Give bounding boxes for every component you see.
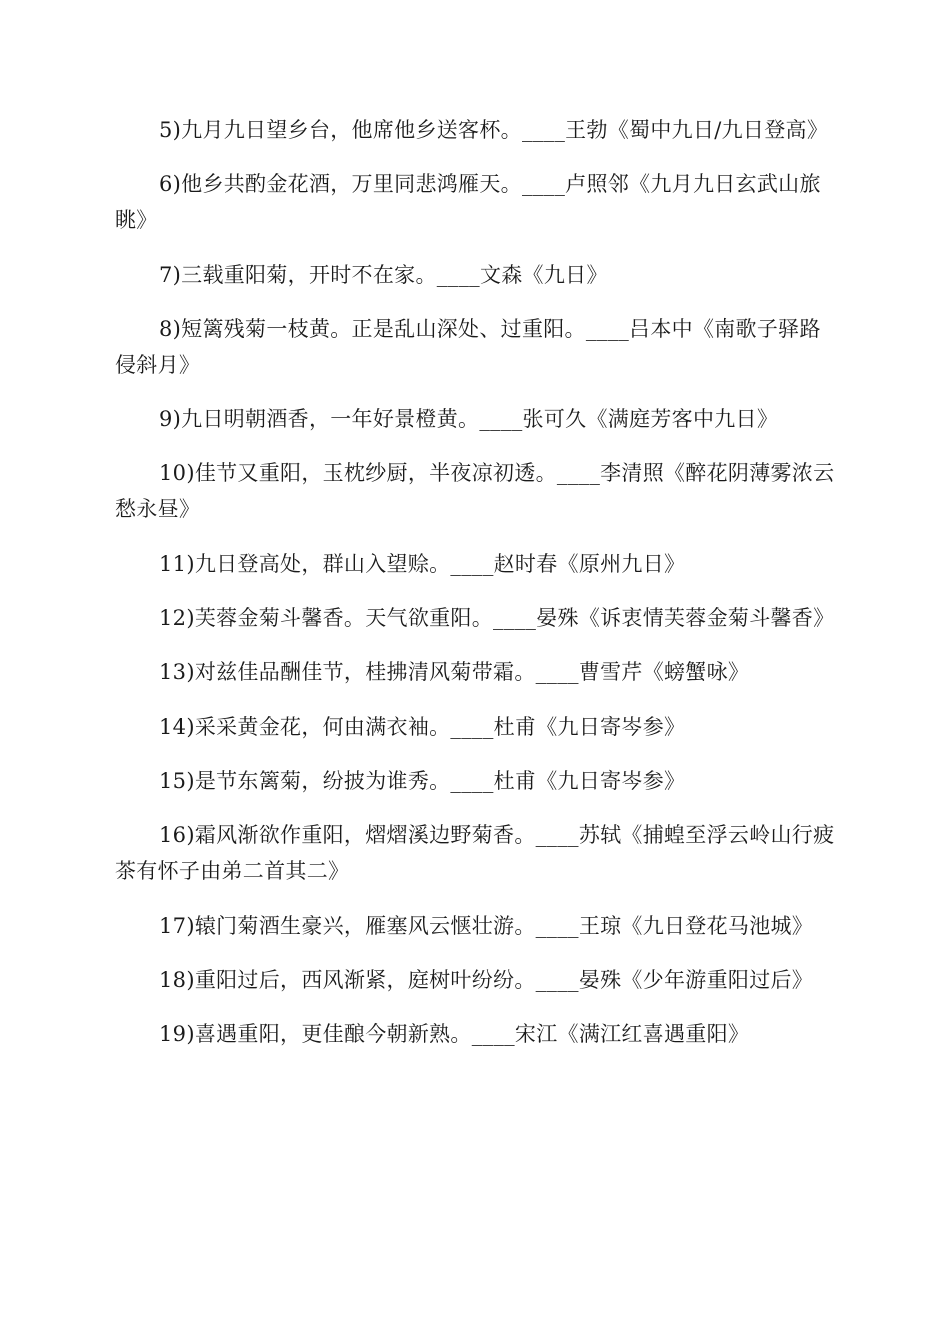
poem-line-11: 11)九日登高处，群山入望赊。____赵时春《原州九日》 [159, 551, 686, 576]
poem-line-6: 6)他乡共酌金花酒，万里同悲鸿雁天。____卢照邻《九月九日玄武山旅眺》 [115, 172, 821, 233]
poem-line-14: 14)采采黄金花，何由满衣袖。____杜甫《九日寄岑参》 [159, 714, 686, 739]
poem-line-15: 15)是节东篱菊，纷披为谁秀。____杜甫《九日寄岑参》 [159, 768, 686, 793]
poem-line-10: 10)佳节又重阳，玉枕纱厨，半夜凉初透。____李清照《醉花阴薄雾浓云愁永昼》 [115, 461, 835, 522]
poem-line-16: 16)霜风渐欲作重阳，熠熠溪边野菊香。____苏轼《捕蝗至浮云岭山行疲茶有怀子由弟二首其二》 [115, 823, 835, 884]
poem-line-5: 5)九月九日望乡台，他席他乡送客杯。____王勃《蜀中九日/九日登高》 [159, 118, 829, 142]
poem-line-19: 19)喜遇重阳，更佳酿今朝新熟。____宋江《满江红喜遇重阳》 [159, 1022, 750, 1047]
poem-line-9: 9)九日明朝酒香，一年好景橙黄。____张可久《满庭芳客中九日》 [159, 407, 779, 432]
poem-line-7: 7)三载重阳菊，开时不在家。____文森《九日》 [159, 262, 608, 287]
poem-line-17: 17)辕门菊酒生豪兴，雁塞风云惬壮游。____王琼《九日登花马池城》 [159, 913, 814, 938]
poem-line-8: 8)短篱残菊一枝黄。正是乱山深处、过重阳。____吕本中《南歌子驿路侵斜月》 [115, 316, 821, 377]
poem-line-13: 13)对兹佳品酬佳节，桂拂清风菊带霜。____曹雪芹《螃蟹咏》 [159, 660, 750, 685]
poem-line-12: 12)芙蓉金菊斗馨香。天气欲重阳。____晏殊《诉衷情芙蓉金菊斗馨香》 [159, 606, 835, 631]
document-body [115, 112, 835, 1070]
poem-line-18: 18)重阳过后，西风渐紧，庭树叶纷纷。____晏殊《少年游重阳过后》 [159, 967, 814, 992]
